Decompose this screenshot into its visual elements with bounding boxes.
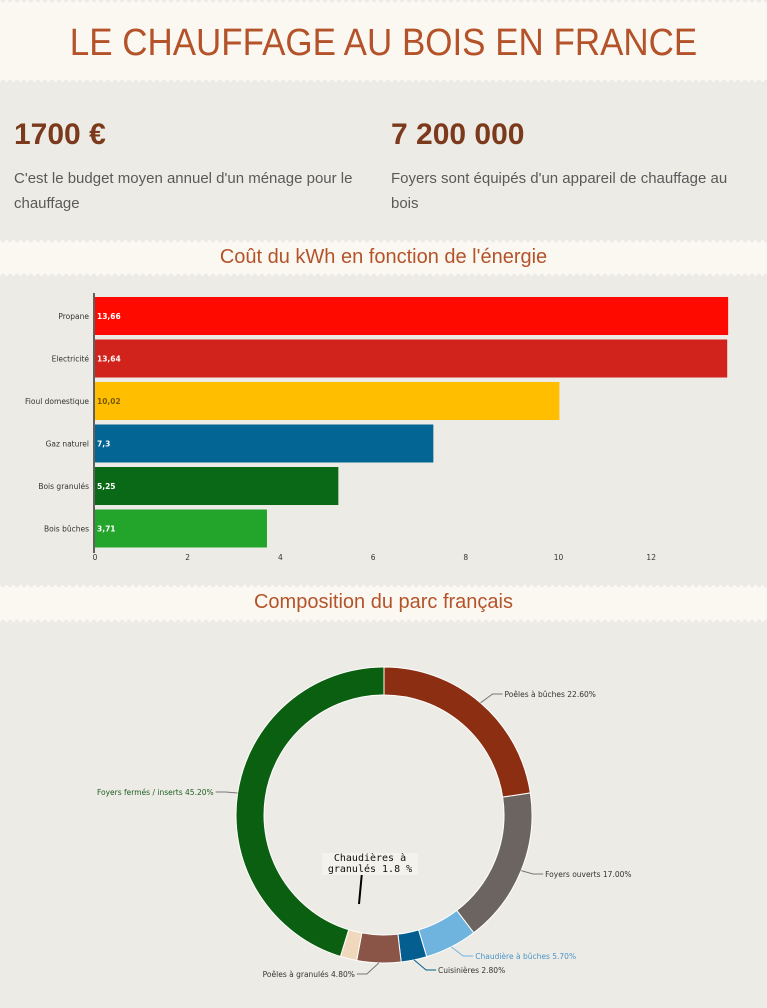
donut-slice (384, 667, 530, 797)
bar-category-label: Propane (58, 312, 89, 321)
bar-section-band (0, 240, 767, 276)
stat-budget-value: 1700 € (14, 118, 106, 151)
bar-chart (0, 285, 767, 570)
bar (95, 297, 728, 335)
donut-chart (0, 622, 767, 1008)
x-tick-label: 6 (370, 553, 376, 562)
donut-slice-label: Foyers ouverts 17.00% (545, 870, 632, 879)
bar (95, 382, 559, 420)
pie-section-band (0, 585, 767, 622)
x-tick-label: 12 (646, 553, 656, 562)
bar-category-label: Fioul domestique (25, 397, 89, 406)
bar (95, 467, 338, 505)
bar (95, 510, 267, 548)
donut-leader-line (481, 694, 503, 703)
stat-households-text: Foyers sont équipés d'un appareil de chauffage au bois (391, 170, 728, 212)
donut-leader-line (521, 871, 543, 874)
tooltip-pointer (359, 872, 362, 904)
stat-budget (14, 118, 374, 216)
stat-households-value: 7 200 000 (391, 118, 525, 151)
bar-category-label: Bois bûches (43, 524, 89, 534)
x-tick-label: 2 (185, 553, 191, 562)
bar-category-label: Electricité (51, 354, 89, 364)
bar (95, 340, 727, 378)
bar-value-label: 5,25 (97, 482, 116, 491)
bar-value-label: 7,3 (97, 439, 111, 449)
donut-leader-line (451, 947, 473, 956)
bar-category-label: Bois granulés (38, 482, 89, 491)
bar-value-label: 10,02 (97, 397, 121, 406)
x-tick-label: 8 (463, 553, 469, 562)
pie-chart-title: Composition du parc français (253, 591, 513, 613)
donut-slice-label: Chaudière à bûches 5.70% (475, 952, 577, 961)
bar-value-label: 13,64 (97, 354, 121, 364)
donut-slice-label: Poêles à bûches 22.60% (504, 690, 596, 699)
donut-leader-line (216, 792, 238, 793)
chart-tooltip: Chaudières à granulés 1.8 % (322, 853, 418, 875)
bar-category-label: Gaz naturel (45, 439, 89, 449)
bar-chart-title: Coût du kWh en fonction de l'énergie (219, 246, 548, 268)
bar-value-label: 13,66 (97, 312, 121, 321)
donut-slice-label: Poêles à granulés 4.80% (262, 970, 355, 979)
stat-households (391, 118, 751, 216)
donut-slice-label: Foyers fermés / inserts 45.20% (96, 788, 214, 797)
page-title: LE CHAUFFAGE AU BOIS EN FRANCE (69, 22, 698, 64)
x-tick-label: 0 (92, 553, 98, 562)
title-band (0, 0, 767, 82)
donut-slice (457, 793, 532, 933)
x-tick-label: 4 (278, 553, 283, 562)
donut-leader-line (414, 960, 436, 970)
bar (95, 425, 433, 463)
stat-budget-text: C'est le budget moyen annuel d'un ménage pour le chauffage (14, 170, 353, 212)
donut-slice (357, 933, 401, 963)
donut-leader-line (357, 963, 379, 974)
bar-value-label: 3,71 (97, 524, 116, 534)
x-tick-label: 10 (553, 553, 564, 562)
donut-slice (236, 667, 384, 956)
donut-slice-label: Cuisinières 2.80% (438, 966, 506, 975)
